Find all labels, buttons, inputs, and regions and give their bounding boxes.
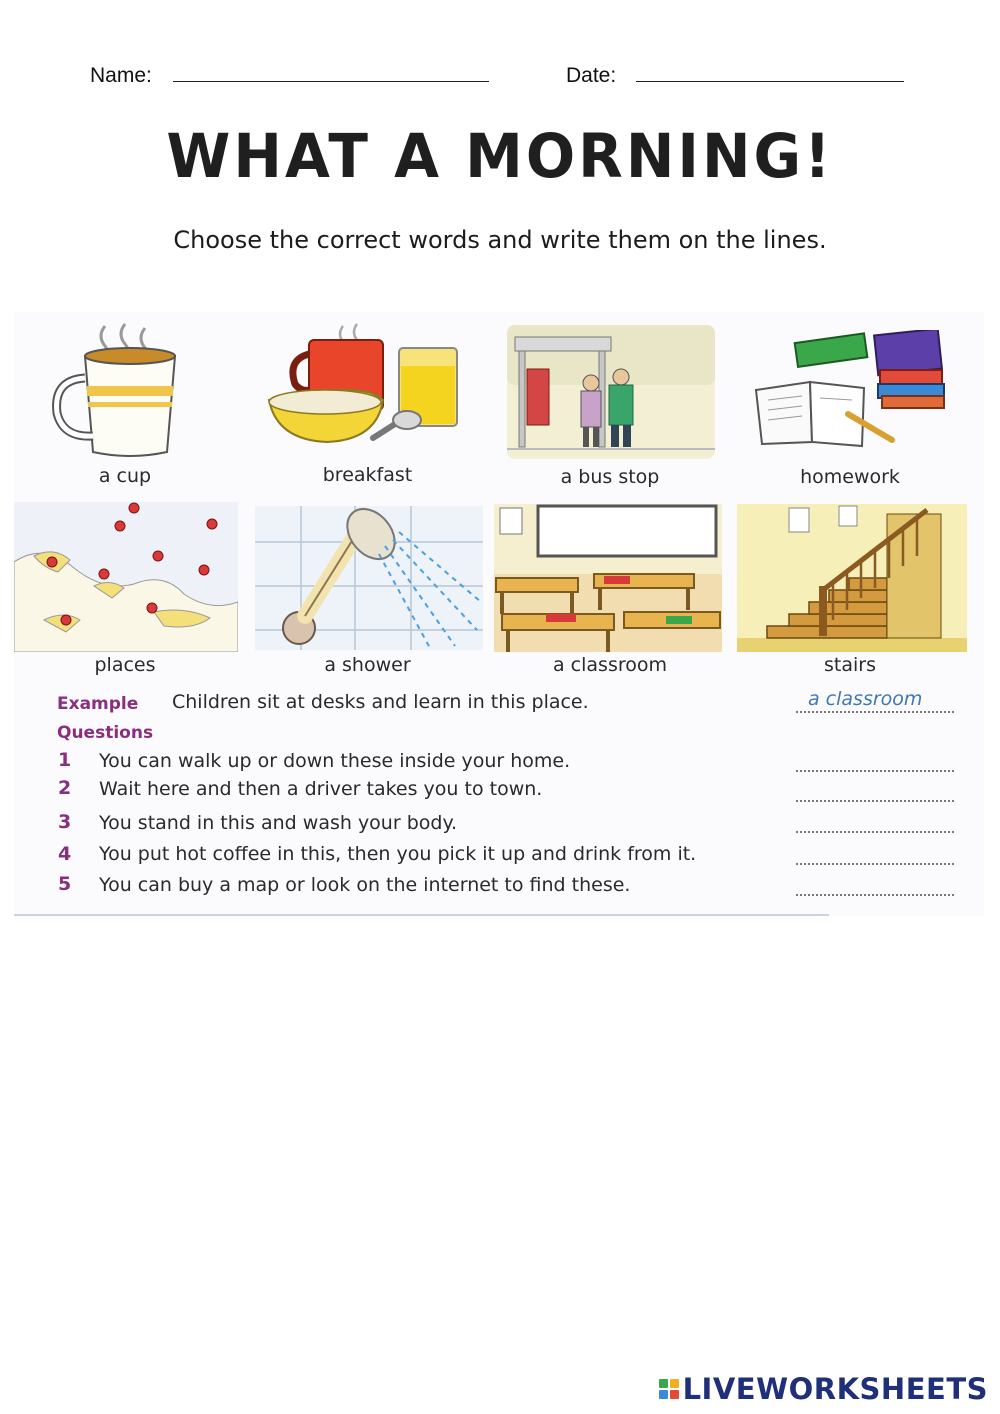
liveworksheets-logo[interactable] [659, 1372, 988, 1406]
answer-line-1[interactable] [796, 770, 954, 772]
caption-classroom: a classroom [553, 654, 667, 676]
stairs-icon [737, 504, 967, 652]
date-label: Date: [566, 64, 617, 87]
caption-places: places [94, 654, 156, 676]
example-answer-line [796, 711, 954, 713]
questions-label: Questions [57, 723, 154, 743]
question-text: You can walk up or down these inside your home. [99, 750, 571, 772]
caption-breakfast: breakfast [322, 464, 413, 486]
example-label: Example [57, 694, 139, 714]
question-text: Wait here and then a driver takes you to town. [99, 778, 543, 800]
shower-icon [255, 506, 483, 650]
name-line[interactable] [173, 81, 489, 82]
breakfast-icon [265, 320, 465, 450]
logo-text: LIVEWORKSHEETS [682, 1372, 988, 1406]
question-number: 5 [58, 873, 72, 895]
logo-mark-icon [659, 1379, 679, 1399]
question-number: 3 [58, 811, 72, 833]
cup-icon [45, 318, 195, 460]
caption-cup: a cup [98, 465, 152, 487]
worksheet-title: WHAT A MORNING! [166, 120, 834, 192]
answer-line-4[interactable] [796, 863, 954, 865]
caption-homework: homework [800, 466, 900, 488]
caption-stairs: stairs [824, 654, 876, 676]
bus-stop-icon [507, 325, 715, 459]
caption-bus-stop: a bus stop [560, 466, 660, 488]
example-text: Children sit at desks and learn in this place. [172, 691, 589, 713]
panel-bottom-divider [14, 914, 829, 916]
answer-line-2[interactable] [796, 800, 954, 802]
example-answer: a classroom [808, 688, 923, 710]
classroom-icon [494, 504, 722, 652]
caption-shower: a shower [324, 654, 411, 676]
name-label: Name: [90, 64, 152, 87]
question-number: 2 [58, 777, 72, 799]
question-text: You put hot coffee in this, then you pick it up and drink from it. [99, 843, 697, 865]
homework-icon [752, 330, 952, 450]
question-number: 1 [58, 749, 72, 771]
question-text: You can buy a map or look on the internet to find these. [99, 874, 631, 896]
question-text: You stand in this and wash your body. [99, 812, 458, 834]
date-line[interactable] [636, 81, 904, 82]
answer-line-5[interactable] [796, 894, 954, 896]
question-number: 4 [58, 843, 72, 865]
instructions: Choose the correct words and write them on the lines. [173, 226, 827, 254]
places-map-icon [14, 502, 238, 652]
answer-line-3[interactable] [796, 831, 954, 833]
